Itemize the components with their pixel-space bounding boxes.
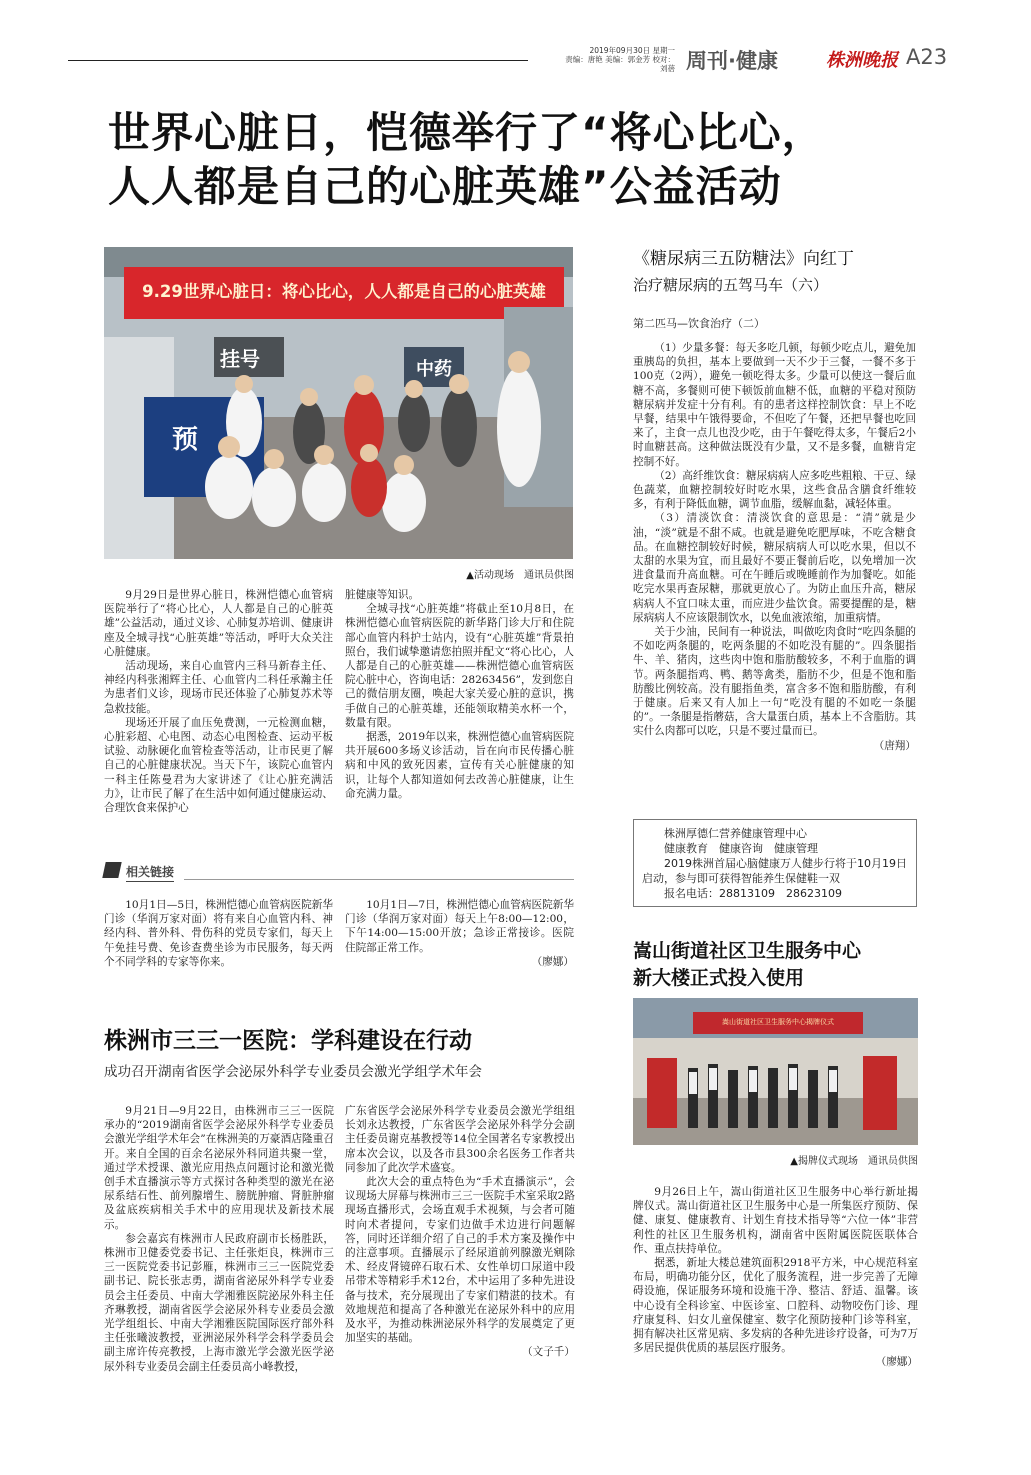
article2-paragraph: 9月21日—9月22日，由株洲市三三一医院承办的“2019湖南省医学会泌尿外科学专业委员会激光学组学术年会”在株洲美的万豪酒店隆重召开。来自全国的百余名泌尿外科同道共聚一堂，通过学术授课、激光应用热点问题讨论和激光微创手术直播演示等方式探讨各种类型的激光在泌尿系结石性、前列腺增生、膀胱肿瘤、肾脏肿瘤及盆底疾病相关手术中的应用现状及新技术展示。 [104,1105,334,1231]
related-links-header [104,860,574,882]
article2-paragraph: 参会嘉宾有株洲市人民政府副市长杨胜跃，株洲市卫健委党委书记、主任张炬良，株洲市三三一医院党委书记彭雁，株洲市三三一医院党委副书记、院长张志勇，湖南省泌尿外科学专业委员会主任委员、中南大学湘雅医院泌尿外科主任齐琳教授，湖南省医学会泌尿外科专业委员会激光学组组长、中南大学湘雅医院国际医疗部外科主任张曦波教授，亚洲泌尿外科学会科学委员会副主席许传亮教授，上海市激光学会激光医学泌尿外科专业委员会副主任委员高小峰教授， [104,1232,334,1373]
article3-paragraph: （1）少量多餐：每天多吃几顿，每顿少吃点儿，避免加重胰岛的负担，基本上要做到一天不少于三餐，一餐不多于100克（2两），避免一顿吃得太多。少量可以使这一餐后血糖不高，多餐则可使下顿饭前血糖不低，血糖的平稳对预防糖尿病并发症十分有利。有的患者这样控制饮食：早上不吃早餐，结果中午饿得要命，不但吃了午餐，还把早餐也吃回来了，主食一点儿也没少吃，由于午餐吃得太多，午餐后2小时血糖甚高。这种做法既没有少量，又不是多餐，血糖肯定控制不好。 [633,342,916,468]
article2-paragraph: 广东省医学会泌尿外科学专业委员会激光学组组长刘永达教授，广东省医学会泌尿外科学分会副主任委员谢克基教授等14位全国著名专家教授出席本次会议，以及各市县300余名医务工作者共同参加了此次学术盛宴。 [345,1105,575,1174]
main-article-paragraph: 脏健康等知识。 [345,589,420,601]
header-rule [68,60,528,61]
ad-box [633,819,917,907]
article4-title-line1: 嵩山街道社区卫生服务中心 [633,940,862,962]
article4-signature: （廖娜） [875,1356,918,1369]
ceremony-photo-caption: ▲揭牌仪式现场 通讯员供图 [790,1156,918,1167]
main-article-paragraph: 9月29日是世界心脏日，株洲恺德心血管病医院举行了“将心比心，人人都是自己的心脏英雄”公益活动，通过义诊、心肺复苏培训、健康讲座及全城寻找“心脏英雄”等活动，呼吁大众关注心脏健康。 [104,589,333,658]
article3-paragraph: 关于少油，民间有一种说法，叫做吃肉食时“吃四条腿的不如吃两条腿的，吃两条腿的不如吃没有腿的”。四条腿指牛、羊、猪肉，这些肉中饱和脂肪酸较多，不利于血脂的调节。两条腿指鸡、鸭、鹅等禽类，脂肪不少，但是不饱和脂肪酸比例较高。没有腿指鱼类，富含多不饱和脂肪酸，有利于健康。后来又有人加上一句“吃没有腿的不如吃一条腿的”。一条腿是指蘑菇，含大量蛋白质，基本上不含脂肪。其实什么肉都可以吃，只是不要过量而已。 [633,626,916,738]
header-meta [560,46,675,73]
related-link-icon [102,862,121,878]
page-number: A23 [906,45,948,69]
main-article-paragraph: 现场还开展了血压免费测，一元检测血糖，心脏彩超、心电图、动态心电图检查、运动平板试验、动脉硬化血管检查等活动，让市民更了解自己的心脏健康状况。当天下午，该院心血管内一科主任陈曼君为大家讲述了《让心脏充满活力》，让市民了解了在生活中如何通过健康运动、合理饮食来保护心 [104,716,333,815]
main-article-paragraph: 全城寻找“心脏英雄”将截止至10月8日，在株洲恺德心血管病医院的新华路门诊大厅和住院部心血管内科护士站内，设有“心脏英雄”背景拍照台，我们诚挚邀请您拍照并配文“将心比心，人人都是自己的心脏英雄——株洲恺德心血管病医院心脏中心，咨询电话：28263456”，发到您自己的微信朋友圈，唤起大家关爱心脏的意识，携手做自己的心脏英雄，还能领取精美水杯一个，数量有限。 [345,603,574,729]
photo-sign-pre: 预 [172,425,199,455]
article4-title-line2: 新大楼正式投入使用 [633,967,805,989]
article3-title: 《糖尿病三五防糖法》向红丁 [633,249,854,269]
header-editors: 责编：唐艳 美编：郭金芳 校对：刘蓓 [565,55,675,73]
photo-sign-register: 挂号 [220,347,260,371]
main-article-col2 [345,588,574,801]
article3-body [633,341,916,753]
article3-paragraph: （2）高纤维饮食：糖尿病病人应多吃些粗粮、干豆、绿色蔬菜，血糖控制较好时吃水果，这些食品含膳食纤维较多，有利于降低血糖，调节血脂，缓解血黏，减轻体重。 [633,469,916,511]
ceremony-photo [633,998,918,1145]
related-links-label: 相关链接 [126,863,174,882]
paper-logo: 株洲晚报 [826,50,898,71]
ad-org-name: 株洲厚德仁营养健康管理中心 [664,827,807,840]
main-article-col1 [104,588,333,815]
main-article-paragraph: 据悉，2019年以来，株洲恺德心血管病医院共开展600多场义诊活动，旨在向市民传播心脏病和中风的致死因素，宣传有关心脏健康的知识，让每个人都知道如何去改善心脏健康，让生命充满力量。 [345,731,574,800]
related-paragraph: 10月1日—7日，株洲恺德心血管病医院新华门诊（华润万家对面）每天上午8:00—12:00，下午14:00—15:00开放；急诊正常接诊。医院住院部正常工作。 [345,899,574,954]
article2-paragraph: 此次大会的重点特色为“手术直播演示”，会议现场大屏幕与株洲市三三一医院手术室采取2路现场直播形式，会场直观手术视频，与会者可随时向术者提问，专家们边做手术边进行问题解答，同时还详细介绍了自己的手术方案及操作中的注意事项。直播展示了经尿道前列腺激光剜除术、经皮肾镜碎石取石术、女性单切口尿道中段吊带术等精彩手术12台，术中运用了多种先进设备与技术，充分展现出了专家们精湛的技术。有效地规范和提高了各种激光在泌尿外科中的应用及水平，为推动株洲泌尿外科学的发展奠定了更加坚实的基础。 [345,1176,575,1345]
related-signature: （廖娜） [531,955,574,968]
ad-services: 健康教育 健康咨询 健康管理 [664,842,818,855]
header-date: 2019年09月30日 星期一 [589,46,675,55]
article3-subtitle: 治疗糖尿病的五驾马车（六） [633,276,829,294]
related-col1 [104,898,333,969]
photo-banner-text: 9.29世界心脏日：将心比心，人人都是自己的心脏英雄 [142,282,546,301]
article3-paragraph: （3）清淡饮食：清淡饮食的意思是：“清”就是少油，“淡”就是不甜不咸。也就是避免吃肥厚味，不吃含糖食品。在血糖控制较好时候，糖尿病病人可以吃水果，但以不太甜的水果为宜，而且最好不要正餐前后吃，以免增加一次进食量而升高血糖。可在午睡后或晚睡前作为加餐吃。如能吃完水果再查尿糖，那就更放心了。为防止血压升高，糖尿病病人不宜口味太重，而应进少盐饮食。需要提醒的是，糖尿病病人不应该限制饮水，以免血液浓缩，加重病情。 [633,512,916,624]
article3-section-head: 第二匹马—饮食治疗（二） [633,317,765,330]
event-photo-caption: ▲活动现场 通讯员供图 [466,570,574,581]
ad-event: 2019株洲首届心脑健康万人健步行将于10月19日启动，参与即可获得智能养生保健鞋一双 [642,857,907,885]
article4-body [633,1185,918,1370]
article3-signature: （唐翔） [873,739,916,752]
article4-title [633,938,861,992]
ceremony-banner-text: 嵩山街道社区卫生服务中心揭牌仪式 [722,1018,834,1026]
article2-title: 株洲市三三一医院：学科建设在行动 [104,1027,472,1054]
section-title: 周刊·健康 [686,49,778,73]
related-paragraph: 10月1日—5日，株洲恺德心血管病医院新华门诊（华润万家对面）将有来自心血管内科、神经内科、普外科、骨伤科的党员专家们，每天上午免挂号费、免诊查费坐诊为市民服务，每天两个不同学科的专家等你来。 [104,899,333,968]
article2-col2 [345,1104,575,1360]
related-links-rule [184,879,574,880]
related-col2 [345,898,574,969]
main-title [108,106,825,214]
main-title-line1: 世界心脏日，恺德举行了“将心比心， [108,108,825,157]
article2-col1 [104,1104,334,1374]
event-photo [104,247,573,559]
article4-paragraph: 9月26日上午，嵩山街道社区卫生服务中心举行新址揭牌仪式。嵩山街道社区卫生服务中心是一所集医疗预防、保健、康复、健康教育、计划生育技术指导等“六位一体”非营利性的社区卫生服务机构，湖南省中医附属医院医联体合作、重点扶持单位。 [633,1186,918,1255]
article4-paragraph: 据悉，新址大楼总建筑面积2918平方米，中心规范科室布局，明确功能分区，优化了服务流程，进一步完善了无障碍设施，保证服务环境和设施干净、整洁、舒适、温馨。该中心设有全科诊室、中医诊室、口腔科、动物咬伤门诊、理疗康复科、妇女儿童保健室、数字化预防接种门诊等科室，拥有解决社区常见病、多发病的各种先进诊疗设备，可为7万多居民提供优质的基层医疗服务。 [633,1257,918,1355]
main-title-line2: 人人都是自己的心脏英雄”公益活动 [108,162,782,211]
article2-subtitle: 成功召开湖南省医学会泌尿外科学专业委员会激光学组学术年会 [104,1064,482,1080]
article2-signature: （文子千） [522,1346,575,1359]
main-article-paragraph: 活动现场，来自心血管内三科马新春主任、神经内科张湘辉主任、心血管内二科任承瀚主任为患者们义诊，现场市民还体验了心肺复苏术等急救技能。 [104,660,333,715]
ad-phone: 报名电话：28813109 28623109 [664,887,842,900]
photo-sign-medicine: 中药 [416,359,452,380]
